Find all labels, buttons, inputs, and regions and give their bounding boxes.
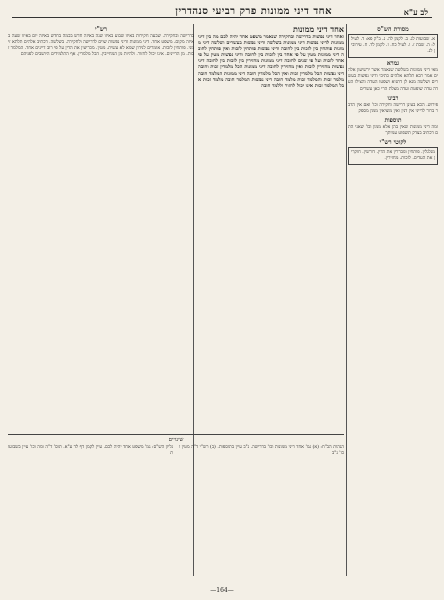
right-margin-column — [348, 24, 438, 580]
bottom-notes — [8, 434, 344, 574]
header-rule — [12, 17, 432, 18]
page-header — [12, 6, 432, 22]
mesorat-text: א. שבועות לג. ב. לקמן לה. ג. ב"ק פא: ד. לעיל ל: ה. שבת ז. ו. לעיל כח. ז. לקמן לד. ח. עירובין לג. — [348, 34, 438, 58]
section-title-likutei: לקוטי רש"י — [379, 139, 407, 147]
notes-title: שינויים — [168, 437, 184, 443]
folio-label: לב ע"א — [403, 7, 428, 17]
section-title-tosafot: תוספות — [384, 116, 402, 124]
commentary-title: רש"י — [95, 26, 107, 33]
section-title-mesorat: מסורת הש"ס — [377, 26, 409, 33]
tosafot-text: ומה דיני ממונות שאין בהן אלא ממון וכו' שאני התם דכתיב בצדק תשפוט עמיתך — [348, 124, 438, 136]
opening-words: אחד דיני ממונות — [293, 24, 344, 34]
section-title-gemara: גמרא — [386, 60, 400, 68]
likutei-text: מגלגלין. פותחין ומבררין את הדין. דורשין. חוקרין את העדים. לזכות. מחזירין. — [348, 147, 438, 165]
notes-columns — [8, 445, 344, 457]
notes-col-2: גליון הש"ס: גמ' משפט אחד יהיה לכם. עיין לקמן דף לד ע"א. תוס' ד"ה ומה וכו' עיין בשבועות — [8, 445, 173, 457]
chapter-title: אחד דיני ממונות פרק רביעי סנהדרין — [175, 6, 332, 17]
main-text: ואחד דיני נפשות בדרישה ובחקירה שנאמר משפט אחד יהיה לכם מה בין דיני ממונות לדיני נפשות דיני ממונות בשלשה ודיני נפשות בעשרים ושלשה דיני ממונות פותחין בין לזכות בין לחובה ודיני נפשות פותחין לזכות ואין פותחין לחובה דיני ממונות מטין על פי אחד בין לזכות בין לחובה ודיני נפשות מטין על פי אחד לזכות ועל פי שנים לחובה דיני ממונות מחזירין בין לזכות בין לחובה דיני נפשות מחזירין לזכות ואין מחזירין לחובה דיני ממונות הכל מלמדין זכות וחובה דיני נפשות הכל מלמדין זכות ואין הכל מלמדין חובה דיני ממונות המלמד חובה מלמד זכות והמלמד זכות מלמד חובה דיני נפשות המלמד חובה מלמד זכות אבל המלמד זכות אינו יכול לחזור וללמד חובה — [198, 34, 344, 89]
column-divider-right — [346, 24, 347, 576]
section-title-rabbeinu: רבינו — [387, 94, 399, 102]
page-number: —164— — [210, 587, 234, 594]
gemara-text: מאי דיני ממונות בשלשה שנאמר אשר ירשיעון אלהים אמר רבא תלתא אלהים כתיבי ודיני נפשות בעשרים ושלשה מנא לן דתניא ושפטו העדה והצילו העדה עדה שופטת ועדה מצלת הרי כאן עשרים — [348, 68, 438, 92]
notes-col-1: הגהות הב"ח: (א) גמ' אחד דיני ממונות וכו' בדרישה. נ"ב עיין בתוספות. (ב) רש"י ד"ה מטין וכו' נ"ב — [179, 445, 344, 457]
commentary-text: בדרישה ובחקירה. שבעה חקירות באיזו שבוע באיזו שנה באיזה חדש בכמה בחדש באיזה יום באיזו שעה באיזה מקום. משפט אחד. דיני ממונות ודיני נפשות שוים לדרישה ולחקירה. בשלשה. דכתיב אלהים תלתא זימני. פותחין לזכות. אומרים לנידון שמא לא עשית. מטין. מכריעין את הדין על פי רוב דיינים אחד. המלמד זכות. מן הדיינים. אינו יכול לחזור. ולהיות מן המחייבין. הכל מלמדין. אף התלמידים היושבים לפניהם — [8, 34, 194, 58]
notes-rule — [8, 434, 344, 435]
rabbeinu-text: פירוש. הכא בעינן דרישה וחקירה וכו' ואם אין הדבר ברור לדייני אין דנין ואין מוציאין ממון מספק — [348, 102, 438, 114]
